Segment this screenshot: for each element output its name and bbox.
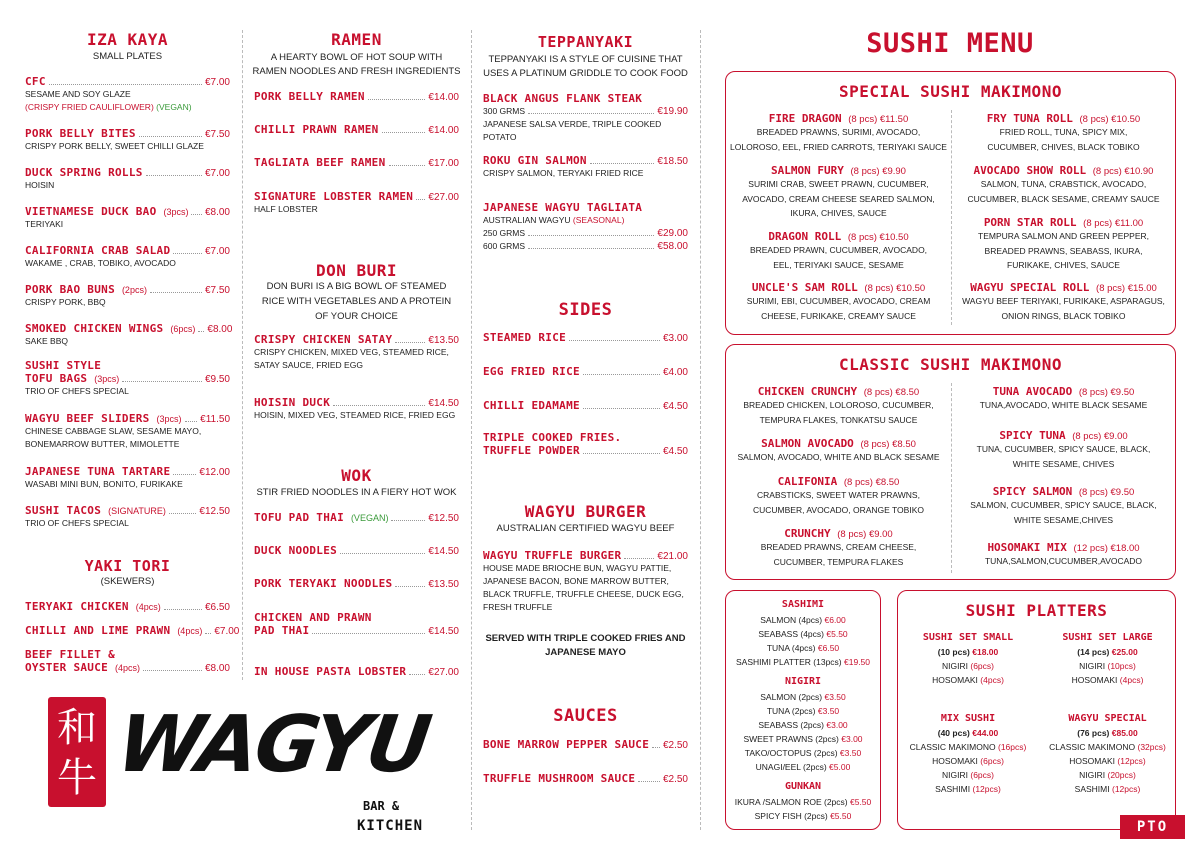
- list-item: TUNA (2pcs) €3.50: [766, 706, 840, 716]
- menu-item: CRISPY CHICKEN SATAY €13.50 CRISPY CHICKEN, MIXED VEG, STEAMED RICE, SATAY SAUCE, FRIED EGG: [254, 333, 459, 370]
- sushi-roll: SALMON AVOCADO (8 pcs) €8.50 SALMON, AVOCADO, WHITE AND BLACK SESAME: [737, 437, 940, 462]
- menu-item: EGG FRIED RICE €4.00: [483, 365, 688, 378]
- sushi-roll: TUNA AVOCADO (8 pcs) €9.50 TUNA,AVOCADO, WHITE BLACK SESAME: [979, 385, 1148, 410]
- sides-title: SIDES: [558, 300, 613, 320]
- pto-tab: PTO: [1120, 815, 1185, 839]
- sushi-menu-title: SUSHI MENU: [866, 28, 1034, 59]
- donburi-title: DON BURI: [315, 261, 398, 280]
- sushi-roll: PORN STAR ROLL (8 pcs) €11.00 TEMPURA SALMON AND GREEN PEPPER, BREADED PRAWNS, SEABASS, IKURA, FURIKAKE, CHIVES, SAUCE: [978, 216, 1149, 270]
- classic-makimono-box: CLASSIC SUSHI MAKIMONO CHICKEN CRUNCHY (8 pcs) €8.50 BREADED CHICKEN, LOLOROSO, CUCUMBER, TEMPURA FLAKES, TONKATSU SAUCE SALMON AVOCADO (8 pcs) €8.50 SALMON, AVOCADO, WHITE AND BLACK SESAME CALIFONIA (8 pcs) €8.50 CRABSTICKS, SWEET WATER PRAWNS, CUCUMBER, AVOCADO, ORANGE TOBIKO CRUNCHY (8 pcs) €9.00 BREADED PRAWNS, CREAM CHEESE, CUCUMBER, TEMPURA FLAKES TUNA AVOCADO (8 pcs) €9.50 TUNA,AVOCADO, WHITE BLACK SESAME SPICY TUNA (8 pcs) €9.00 TUNA, CUCUMBER, SPICY SAUCE, BLACK, WHITE SESAME, CHIVES SPICY SALMON (8 pcs) €9.50 SALMON, CUCUMBER, SPICY SAUCE, BLACK, WHITE SESAME,CHIVES HOSOMAKI MIX (12 pcs) €18.00 TUNA,SALMON,CUCUMBER,AVOCADO: [725, 344, 1176, 580]
- sushi-roll: CHICKEN CRUNCHY (8 pcs) €8.50 BREADED CHICKEN, LOLOROSO, CUCUMBER, TEMPURA FLAKES, TONKATSU SAUCE: [743, 385, 934, 425]
- menu-item: BEEF FILLET & OYSTER SAUCE (4pcs) €8.00: [25, 648, 230, 674]
- wok-title: WOK: [341, 466, 372, 485]
- sushi-roll: FIRE DRAGON (8 pcs) €11.50 BREADED PRAWNS, SURIMI, AVOCADO, LOLOROSO, EEL, FRIED CARROTS, TERIYAKI SAUCE: [730, 112, 947, 152]
- list-item: SEABASS (4pcs) €5.50: [758, 629, 848, 639]
- sushi-roll: WAGYU SPECIAL ROLL (8 pcs) €15.00 WAGYU BEEF TERIYAKI, FURIKAKE, ASPARAGUS, ONION RINGS, BLACK TOBIKO: [962, 281, 1165, 321]
- menu-item: HOISIN DUCK €14.50 HOISIN, MIXED VEG, STEAMED RICE, FRIED EGG: [254, 396, 459, 420]
- menu-item: WAGYU BEEF SLIDERS (3pcs) €11.50 CHINESE CABBAGE SLAW, SESAME MAYO, BONEMARROW BUTTER, MIMOLETTE: [25, 412, 230, 449]
- menu-item: TRUFFLE MUSHROOM SAUCE €2.50: [483, 772, 688, 785]
- sushi-roll: SPICY SALMON (8 pcs) €9.50 SALMON, CUCUMBER, SPICY SAUCE, BLACK, WHITE SESAME,CHIVES: [970, 485, 1157, 525]
- platter-mix: MIX SUSHI (40 pcs) €44.00 CLASSIC MAKIMONO (16pcs) HOSOMAKI (6pcs) NIGIRI (6pcs) SASHIMI (12pcs): [909, 713, 1027, 794]
- ramen-title: RAMEN: [331, 30, 382, 49]
- sushi-roll: HOSOMAKI MIX (12 pcs) €18.00 TUNA,SALMON,CUCUMBER,AVOCADO: [984, 541, 1143, 566]
- izakaya-subtitle: SMALL PLATES: [92, 51, 163, 62]
- yakitori-subtitle: (SKEWERS): [100, 576, 155, 587]
- menu-item: CHICKEN AND PRAWN PAD THAI €14.50: [254, 611, 459, 637]
- menu-item: ROKU GIN SALMON €18.50 CRISPY SALMON, TERYAKI FRIED RICE: [483, 154, 688, 178]
- list-item: SALMON (2pcs) €3.50: [760, 692, 846, 702]
- kanji-stamp-logo: 和牛: [48, 697, 106, 807]
- sushi-roll: CALIFONIA (8 pcs) €8.50 CRABSTICKS, SWEET WATER PRAWNS, CUCUMBER, AVOCADO, ORANGE TOBIKO: [753, 475, 924, 515]
- menu-item: TOFU PAD THAI (VEGAN) €12.50: [254, 511, 459, 524]
- menu-item: PORK TERYAKI NOODLES €13.50: [254, 577, 459, 590]
- column-divider: [700, 30, 701, 830]
- list-item: SALMON (4pcs) €6.00: [760, 615, 846, 625]
- platter-wagyu-special: WAGYU SPECIAL (76 pcs) €85.00 CLASSIC MAKIMONO (32pcs) HOSOMAKI (12pcs) NIGIRI (20pcs) SASHIMI (12pcs): [1049, 713, 1166, 794]
- teppanyaki-title: TEPPANYAKI: [537, 33, 634, 51]
- list-item: SPICY FISH (2pcs) €5.50: [754, 811, 852, 821]
- menu-item: JAPANESE WAGYU TAGLIATA AUSTRALIAN WAGYU (SEASONAL) 250 GRMS €29.00 600 GRMS €58.00: [483, 201, 688, 252]
- izakaya-title: IZA KAYA: [86, 30, 169, 49]
- platter-small: SUSHI SET SMALL (10 pcs) €18.00 NIGIRI (6pcs) HOSOMAKI (4pcs): [922, 632, 1014, 685]
- list-item: TAKO/OCTOPUS (2pcs) €3.50: [744, 748, 862, 758]
- brand-logo: WAGYU: [111, 700, 434, 790]
- menu-item: DUCK SPRING ROLLS €7.00 HOISIN: [25, 166, 230, 190]
- menu-item: CHILLI PRAWN RAMEN €14.00: [254, 123, 459, 136]
- menu-item: SUSHI STYLE TOFU BAGS (3pcs) €9.50 TRIO OF CHEFS SPECIAL: [25, 359, 230, 396]
- menu-item: CHILLI EDAMAME €4.50: [483, 399, 688, 412]
- menu-item: IN HOUSE PASTA LOBSTER €27.00: [254, 665, 459, 678]
- menu-item: SIGNATURE LOBSTER RAMEN €27.00 HALF LOBSTER: [254, 190, 459, 214]
- menu-item: TRIPLE COOKED FRIES. TRUFFLE POWDER €4.50: [483, 431, 688, 457]
- sashimi-nigiri-box: SASHIMI SALMON (4pcs) €6.00 SEABASS (4pcs) €5.50 TUNA (4pcs) €6.50 SASHIMI PLATTER (13pcs) €19.50 NIGIRI SALMON (2pcs) €3.50 TUNA (2pcs) €3.50 SEABASS (2pcs) €3.00 SWEET PRAWNS (2pcs) €3.00 TAKO/OCTOPUS (2pcs) €3.50 UNAGI/EEL (2pcs) €5.00 GUNKAN IKURA /SALMON ROE (2pcs) €5.50 SPICY FISH (2pcs) €5.50: [725, 590, 881, 830]
- sushi-roll: CRUNCHY (8 pcs) €9.00 BREADED PRAWNS, CREAM CHEESE, CUCUMBER, TEMPURA FLAKES: [760, 527, 917, 567]
- yakitori-title: YAKI TORI: [84, 557, 171, 575]
- list-item: SWEET PRAWNS (2pcs) €3.00: [743, 734, 863, 744]
- platter-large: SUSHI SET LARGE (14 pcs) €25.00 NIGIRI (10pcs) HOSOMAKI (4pcs): [1062, 632, 1153, 685]
- menu-item: DUCK NOODLES €14.50: [254, 544, 459, 557]
- menu-item: CFC €7.00 SESAME AND SOY GLAZE (CRISPY FRIED CAULIFLOWER) (VEGAN): [25, 75, 230, 112]
- column-divider: [242, 30, 243, 680]
- menu-item: PORK BAO BUNS (2pcs) €7.50 CRISPY PORK, BBQ: [25, 283, 230, 307]
- sushi-platters-box: SUSHI PLATTERS SUSHI SET SMALL (10 pcs) €18.00 NIGIRI (6pcs) HOSOMAKI (4pcs) SUSHI SET LARGE (14 pcs) €25.00 NIGIRI (10pcs) HOSOMAKI (4pcs) MIX SUSHI (40 pcs) €44.00 CLASSIC MAKIMONO (16pcs) HOSOMAKI (6pcs) NIGIRI (6pcs) SASHIMI (12pcs) WAGYU SPECIAL (76 pcs) €85.00 CLASSIC MAKIMONO (32pcs) HOSOMAKI (12pcs) NIGIRI (20pcs) SASHIMI (12pcs): [897, 590, 1176, 830]
- special-makimono-box: SPECIAL SUSHI MAKIMONO FIRE DRAGON (8 pcs) €11.50 BREADED PRAWNS, SURIMI, AVOCADO, LOLOROSO, EEL, FRIED CARROTS, TERIYAKI SAUCE SALMON FURY (8 pcs) €9.90 SURIMI CRAB, SWEET PRAWN, CUCUMBER, AVOCADO, CREAM CHEESE SEARED SALMON, IKURA, CHIVES, SAUCE DRAGON ROLL (8 pcs) €10.50 BREADED PRAWN, CUCUMBER, AVOCADO, EEL, TERIYAKI SAUCE, SESAME UNCLE'S SAM ROLL (8 pcs) €10.50 SURIMI, EBI, CUCUMBER, AVOCADO, CREAM CHEESE, FURIKAKE, CREAMY SAUCE FRY TUNA ROLL (8 pcs) €10.50 FRIED ROLL, TUNA, SPICY MIX, CUCUMBER, CHIVES, BLACK TOBIKO AVOCADO SHOW ROLL (8 pcs) €10.90 SALMON, TUNA, CRABSTICK, AVOCADO, CUCUMBER, BLACK SESAME, CREAMY SAUCE PORN STAR ROLL (8 pcs) €11.00 TEMPURA SALMON AND GREEN PEPPER, BREADED PRAWNS, SEABASS, IKURA, FURIKAKE, CHIVES, SAUCE WAGYU SPECIAL ROLL (8 pcs) €15.00 WAGYU BEEF TERIYAKI, FURIKAKE, ASPARAGUS, ONION RINGS, BLACK TOBIKO: [725, 71, 1176, 335]
- list-item: SASHIMI PLATTER (13pcs) €19.50: [735, 657, 871, 667]
- menu-item: JAPANESE TUNA TARTARE €12.00 WASABI MINI BUN, BONITO, FURIKAKE: [25, 465, 230, 489]
- sushi-roll: DRAGON ROLL (8 pcs) €10.50 BREADED PRAWN, CUCUMBER, AVOCADO, EEL, TERIYAKI SAUCE, SESAME: [749, 230, 928, 270]
- sushi-roll: AVOCADO SHOW ROLL (8 pcs) €10.90 SALMON, TUNA, CRABSTICK, AVOCADO, CUCUMBER, BLACK SESAME, CREAMY SAUCE: [967, 164, 1160, 204]
- menu-item: PORK BELLY RAMEN €14.00: [254, 90, 459, 103]
- list-item: SEABASS (2pcs) €3.00: [758, 720, 848, 730]
- menu-item: TERYAKI CHICKEN (4pcs) €6.50: [25, 600, 230, 613]
- brand-sub-kitchen: KITCHEN: [357, 818, 424, 834]
- list-item: TUNA (4pcs) €6.50: [766, 643, 840, 653]
- brand-sub-bar: BAR &: [363, 799, 400, 813]
- menu-item: BONE MARROW PEPPER SAUCE €2.50: [483, 738, 688, 751]
- menu-item: TAGLIATA BEEF RAMEN €17.00: [254, 156, 459, 169]
- list-item: IKURA /SALMON ROE (2pcs) €5.50: [734, 797, 872, 807]
- sauces-title: SAUCES: [553, 706, 618, 726]
- menu-item: WAGYU TRUFFLE BURGER €21.00 HOUSE MADE BRIOCHE BUN, WAGYU PATTIE, JAPANESE BACON, BONE MARROW BUTTER, BLACK TRUFFLE, TRUFFLE CHEESE, DUCK EGG, FRESH TRUFFLE: [483, 549, 688, 612]
- sushi-roll: SALMON FURY (8 pcs) €9.90 SURIMI CRAB, SWEET PRAWN, CUCUMBER, AVOCADO, CREAM CHEESE SEARED SALMON, IKURA, CHIVES, SAUCE: [742, 164, 935, 218]
- menu-item: BLACK ANGUS FLANK STEAK 300 GRMS €19.90 JAPANESE SALSA VERDE, TRIPLE COOKED POTATO: [483, 92, 688, 142]
- menu-item: CALIFORNIA CRAB SALAD €7.00 WAKAME , CRAB, TOBIKO, AVOCADO: [25, 244, 230, 268]
- sushi-roll: UNCLE'S SAM ROLL (8 pcs) €10.50 SURIMI, EBI, CUCUMBER, AVOCADO, CREAM CHEESE, FURIKAKE, CREAMY SAUCE: [746, 281, 931, 321]
- menu-item: VIETNAMESE DUCK BAO (3pcs) €8.00 TERIYAKI: [25, 205, 230, 229]
- list-item: UNAGI/EEL (2pcs) €5.00: [755, 762, 851, 772]
- menu-item: PORK BELLY BITES €7.50 CRISPY PORK BELLY, SWEET CHILLI GLAZE: [25, 127, 230, 151]
- menu-item: STEAMED RICE €3.00: [483, 331, 688, 344]
- column-divider: [471, 30, 472, 830]
- sushi-roll: SPICY TUNA (8 pcs) €9.00 TUNA, CUCUMBER, SPICY SAUCE, BLACK, WHITE SESAME, CHIVES: [976, 429, 1151, 469]
- sushi-roll: FRY TUNA ROLL (8 pcs) €10.50 FRIED ROLL, TUNA, SPICY MIX, CUCUMBER, CHIVES, BLACK TOBIKO: [986, 112, 1141, 152]
- menu-item: SMOKED CHICKEN WINGS (6pcs) €8.00 SAKE BBQ: [25, 322, 233, 346]
- wagyu-burger-title: WAGYU BURGER: [524, 502, 647, 521]
- menu-item: SUSHI TACOS (SIGNATURE) €12.50 TRIO OF CHEFS SPECIAL: [25, 504, 230, 528]
- menu-item: CHILLI AND LIME PRAWN (4pcs) €7.00: [25, 624, 240, 637]
